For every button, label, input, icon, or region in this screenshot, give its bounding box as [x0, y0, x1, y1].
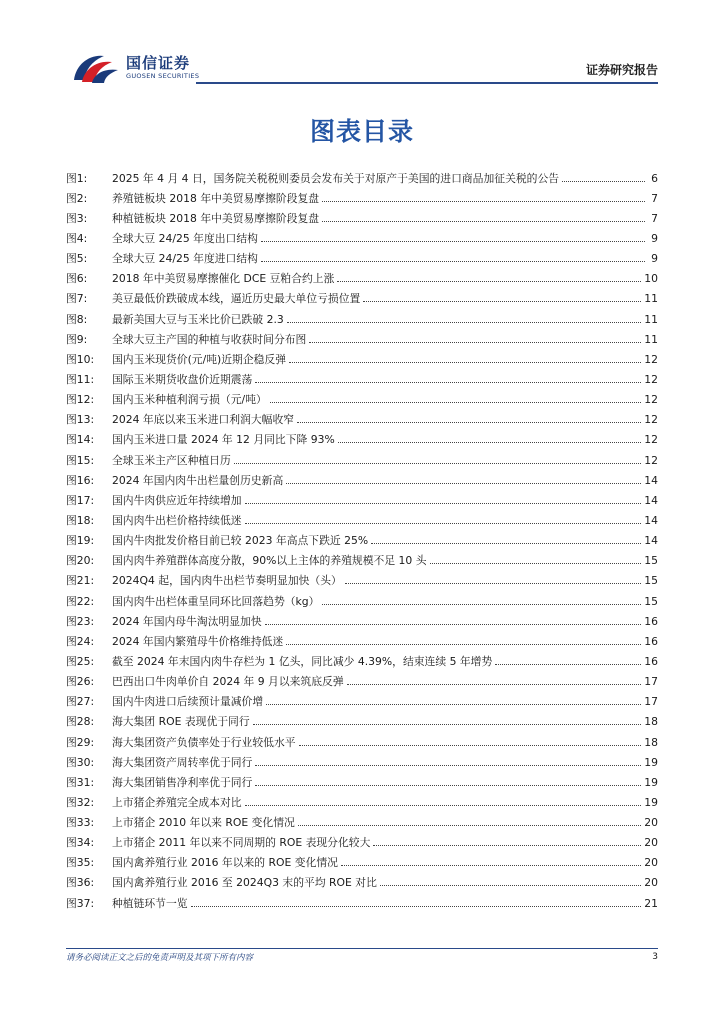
toc-entry-label: 图25:	[66, 654, 95, 668]
toc-entry[interactable]	[66, 732, 658, 752]
toc-dot-leader	[338, 432, 642, 443]
toc-dot-leader	[380, 875, 641, 886]
toc-entry[interactable]	[66, 349, 658, 369]
toc-dot-leader	[266, 694, 641, 705]
toc-entry-label: 图2:	[66, 191, 88, 205]
toc-entry-page: 9	[651, 231, 658, 245]
toc-entry-page: 11	[644, 292, 658, 306]
toc-entry[interactable]	[66, 893, 658, 913]
toc-entry-title: 国内肉牛养殖群体高度分散，90%以上主体的养殖规模不足 10 头	[112, 554, 427, 568]
toc-dot-leader	[309, 332, 641, 343]
toc-entry-title: 国内玉米进口量 2024 年 12 月同比下降 93%	[112, 433, 335, 447]
toc-entry-title: 海大集团资产周转率优于同行	[112, 755, 253, 769]
toc-entry-label: 图26:	[66, 675, 95, 689]
toc-entry-page: 11	[644, 332, 658, 346]
toc-entry-title: 海大集团 ROE 表现优于同行	[112, 715, 250, 729]
toc-entry-label: 图17:	[66, 493, 95, 507]
toc-entry-label: 图21:	[66, 574, 95, 588]
toc-entry[interactable]	[66, 168, 658, 188]
toc-dot-leader	[261, 251, 645, 262]
toc-entry-page: 15	[644, 554, 658, 568]
toc-dot-leader	[430, 553, 642, 564]
toc-entry-label: 图6:	[66, 272, 88, 286]
toc-entry[interactable]	[66, 309, 658, 329]
toc-entry-page: 12	[644, 453, 658, 467]
toc-entry-label: 图23:	[66, 614, 95, 628]
toc-entry-label: 图32:	[66, 795, 95, 809]
toc-entry-page: 16	[644, 654, 658, 668]
toc-entry-page: 16	[644, 634, 658, 648]
toc-entry[interactable]	[66, 752, 658, 772]
toc-entry-title: 养殖链板块 2018 年中美贸易摩擦阶段复盘	[112, 191, 320, 205]
toc-dot-leader	[373, 835, 641, 846]
toc-entry-page: 14	[644, 473, 658, 487]
toc-dot-leader	[322, 211, 645, 222]
toc-entry-page: 19	[644, 755, 658, 769]
toc-entry-page: 12	[644, 393, 658, 407]
toc-entry-title: 2024 年国内繁殖母牛价格维持低迷	[112, 634, 284, 648]
toc-entry-label: 图35:	[66, 856, 95, 870]
toc-dot-leader	[322, 594, 641, 605]
toc-entry-title: 国内禽养殖行业 2016 至 2024Q3 末的平均 ROE 对比	[112, 876, 377, 890]
toc-entry-label: 图12:	[66, 393, 95, 407]
toc-entry-title: 2024 年国内肉牛出栏量创历史新高	[112, 473, 284, 487]
toc-entry-page: 20	[644, 816, 658, 830]
toc-entry-label: 图13:	[66, 413, 95, 427]
toc-entry-title: 国内肉牛出栏价格持续低迷	[112, 513, 242, 527]
toc-entry-page: 20	[644, 856, 658, 870]
footer-rule	[66, 948, 658, 949]
toc-entry[interactable]	[66, 833, 658, 853]
page-header	[0, 0, 724, 90]
toc-dot-leader	[253, 714, 642, 725]
toc-dot-leader	[337, 271, 641, 282]
toc-entry-label: 图20:	[66, 554, 95, 568]
toc-entry-label: 图10:	[66, 352, 95, 366]
guosen-logo-icon	[70, 50, 122, 86]
toc-entry[interactable]	[66, 792, 658, 812]
toc-entry-label: 图37:	[66, 896, 95, 910]
toc-entry[interactable]	[66, 410, 658, 430]
page-title: 图表目录	[309, 117, 414, 146]
toc-entry-title: 2024Q4 起，国内肉牛出栏节奏明显加快（头）	[112, 574, 342, 588]
toc-entry-label: 图27:	[66, 695, 95, 709]
toc-entry[interactable]	[66, 692, 658, 712]
toc-entry-label: 图15:	[66, 453, 95, 467]
toc-entry-page: 12	[644, 413, 658, 427]
toc-entry[interactable]	[66, 228, 658, 248]
toc-dot-leader	[347, 674, 642, 685]
toc-dot-leader	[234, 453, 641, 464]
toc-entry-title: 种植链板块 2018 年中美贸易摩擦阶段复盘	[112, 211, 320, 225]
report-type: 证券研究报告	[585, 63, 658, 77]
logo-name-cn: 国信证券	[126, 54, 191, 72]
toc-entry[interactable]	[66, 450, 658, 470]
toc-entry-title: 国际玉米期货收盘价近期震荡	[112, 372, 253, 386]
toc-entry-title: 上市猪企 2010 年以来 ROE 变化情况	[112, 816, 295, 830]
toc-entry-page: 12	[644, 433, 658, 447]
toc-entry-title: 全球大豆主产国的种植与收获时间分布图	[112, 332, 307, 346]
toc-entry[interactable]	[66, 631, 658, 651]
toc-entry-page: 9	[651, 252, 658, 266]
toc-entry[interactable]	[66, 813, 658, 833]
toc-entry[interactable]	[66, 611, 658, 631]
toc-entry[interactable]	[66, 289, 658, 309]
toc-dot-leader	[286, 634, 641, 645]
toc-entry-label: 图9:	[66, 332, 88, 346]
toc-entry-label: 图24:	[66, 634, 95, 648]
toc-entry-page: 15	[644, 574, 658, 588]
toc-entry-title: 国内肉牛出栏体重呈同环比回落趋势（kg）	[112, 594, 320, 608]
toc-entry[interactable]	[66, 571, 658, 591]
toc-dot-leader	[245, 795, 642, 806]
toc-entry[interactable]	[66, 772, 658, 792]
toc-entry-page: 17	[644, 695, 658, 709]
toc-entry-page: 14	[644, 493, 658, 507]
toc-entry[interactable]	[66, 369, 658, 389]
toc-entry-title: 美豆最低价跌破成本线，逼近历史最大单位亏损位置	[112, 292, 361, 306]
toc-entry-page: 18	[644, 735, 658, 749]
toc-entry-page: 6	[651, 171, 658, 185]
logo-name-en: GUOSEN SECURITIES	[126, 72, 200, 80]
toc-entry-page: 10	[644, 272, 658, 286]
toc-dot-leader	[297, 412, 641, 423]
toc-entry-page: 12	[644, 372, 658, 386]
toc-entry-page: 11	[644, 312, 658, 326]
footer-disclaimer: 请务必阅读正文之后的免责声明及其项下所有内容	[66, 953, 254, 963]
toc-entry-title: 国内牛肉供应近年持续增加	[112, 493, 242, 507]
toc-entry-page: 7	[651, 191, 658, 205]
toc-entry-title: 全球玉米主产区种植日历	[112, 453, 231, 467]
toc-entry-label: 图36:	[66, 876, 95, 890]
toc-entry-label: 图31:	[66, 775, 95, 789]
toc-entry-title: 上市猪企养殖完全成本对比	[112, 795, 242, 809]
toc-entry-label: 图22:	[66, 594, 95, 608]
toc-entry-page: 14	[644, 513, 658, 527]
toc-entry-label: 图29:	[66, 735, 95, 749]
toc-entry-page: 17	[644, 675, 658, 689]
toc-entry-label: 图4:	[66, 231, 88, 245]
toc-entry-label: 图14:	[66, 433, 95, 447]
toc-entry-page: 15	[644, 594, 658, 608]
toc-entry-page: 18	[644, 715, 658, 729]
toc-entry-page: 20	[644, 836, 658, 850]
toc-dot-leader	[287, 312, 641, 323]
toc-dot-leader	[289, 352, 641, 363]
toc-dot-leader	[245, 493, 642, 504]
toc-entry-page: 16	[644, 614, 658, 628]
toc-dot-leader	[363, 291, 641, 302]
toc-dot-leader	[265, 614, 642, 625]
toc-entry[interactable]	[66, 208, 658, 228]
toc-entry-label: 图34:	[66, 836, 95, 850]
toc-entry[interactable]	[66, 672, 658, 692]
toc-entry-label: 图7:	[66, 292, 88, 306]
toc-entry-title: 2024 年国内母牛淘汰明显加快	[112, 614, 262, 628]
toc-entry[interactable]	[66, 531, 658, 551]
toc-entry-page: 19	[644, 775, 658, 789]
toc-entry-label: 图19:	[66, 534, 95, 548]
toc-entry-label: 图3:	[66, 211, 88, 225]
toc-entry[interactable]	[66, 551, 658, 571]
toc-entry-title: 国内玉米现货价(元/吨)近期企稳反弹	[112, 352, 287, 366]
toc-entry-label: 图5:	[66, 252, 88, 266]
toc-dot-leader	[255, 372, 641, 383]
toc-entry-title: 国内牛肉批发价格目前已较 2023 年高点下跌近 25%	[112, 534, 369, 548]
toc-entry[interactable]	[66, 249, 658, 269]
toc-entry-title: 国内牛肉进口后续预计量减价增	[112, 695, 264, 709]
toc-entry-title: 2024 年底以来玉米进口利润大幅收窄	[112, 413, 295, 427]
toc-entry-page: 21	[644, 896, 658, 910]
toc-entry-title: 国内玉米种植利润亏损（元/吨）	[112, 393, 267, 407]
toc-entry[interactable]	[66, 853, 658, 873]
toc-entry-label: 图8:	[66, 312, 88, 326]
page-number: 3	[652, 952, 658, 962]
toc-entry-title: 截至 2024 年末国内肉牛存栏为 1 亿头，同比减少 4.39%，结束连续 5 年增势	[112, 654, 493, 668]
toc-dot-leader	[245, 513, 642, 524]
toc-entry-title: 全球大豆 24/25 年度进口结构	[112, 252, 258, 266]
toc-dot-leader	[298, 815, 641, 826]
toc-entry[interactable]	[66, 873, 658, 893]
toc-dot-leader	[322, 191, 645, 202]
toc-entry-title: 最新美国大豆与玉米比价已跌破 2.3	[112, 312, 284, 326]
toc-dot-leader	[261, 231, 645, 242]
toc-entry[interactable]	[66, 188, 658, 208]
toc-dot-leader	[341, 855, 641, 866]
toc-dot-leader	[371, 533, 641, 544]
toc-dot-leader	[255, 755, 641, 766]
toc-dot-leader	[562, 171, 645, 182]
toc-entry-title: 2025 年 4 月 4 日，国务院关税税则委员会发布关于对原产于美国的进口商品加征关税的公告	[112, 171, 560, 185]
toc-entry-page: 14	[644, 534, 658, 548]
toc-entry-label: 图18:	[66, 513, 95, 527]
toc-entry-title: 国内禽养殖行业 2016 年以来的 ROE 变化情况	[112, 856, 338, 870]
toc-entry-title: 海大集团资产负债率处于行业较低水平	[112, 735, 296, 749]
toc-entry-label: 图1:	[66, 171, 88, 185]
toc-entry-label: 图28:	[66, 715, 95, 729]
toc-entry-page: 7	[651, 211, 658, 225]
toc-entry[interactable]	[66, 390, 658, 410]
toc-entry[interactable]	[66, 510, 658, 530]
figure-list	[66, 168, 658, 913]
toc-dot-leader	[191, 896, 642, 907]
toc-entry[interactable]	[66, 470, 658, 490]
toc-dot-leader	[255, 775, 641, 786]
toc-dot-leader	[299, 735, 642, 746]
toc-entry-title: 种植链环节一览	[112, 896, 188, 910]
toc-entry-label: 图11:	[66, 372, 95, 386]
toc-entry-page: 19	[644, 795, 658, 809]
toc-entry[interactable]	[66, 651, 658, 671]
toc-entry-label: 图30:	[66, 755, 95, 769]
toc-entry-page: 12	[644, 352, 658, 366]
toc-entry-title: 巴西出口牛肉单价自 2024 年 9 月以来筑底反弹	[112, 675, 344, 689]
toc-entry[interactable]	[66, 490, 658, 510]
toc-dot-leader	[495, 654, 641, 665]
toc-dot-leader	[286, 473, 641, 484]
toc-entry-title: 全球大豆 24/25 年度出口结构	[112, 231, 258, 245]
toc-entry[interactable]	[66, 430, 658, 450]
toc-dot-leader	[345, 573, 641, 584]
toc-dot-leader	[270, 392, 641, 403]
toc-entry[interactable]	[66, 591, 658, 611]
toc-entry[interactable]	[66, 269, 658, 289]
toc-entry-label: 图16:	[66, 473, 95, 487]
toc-entry-title: 上市猪企 2011 年以来不同周期的 ROE 表现分化较大	[112, 836, 371, 850]
guosen-logo	[70, 50, 210, 86]
toc-entry-title: 2018 年中美贸易摩擦催化 DCE 豆粕合约上涨	[112, 272, 335, 286]
toc-entry-title: 海大集团销售净利率优于同行	[112, 775, 253, 789]
toc-entry[interactable]	[66, 329, 658, 349]
toc-entry-page: 20	[644, 876, 658, 890]
toc-entry[interactable]	[66, 712, 658, 732]
header-rule	[196, 82, 658, 84]
toc-entry-label: 图33:	[66, 816, 95, 830]
